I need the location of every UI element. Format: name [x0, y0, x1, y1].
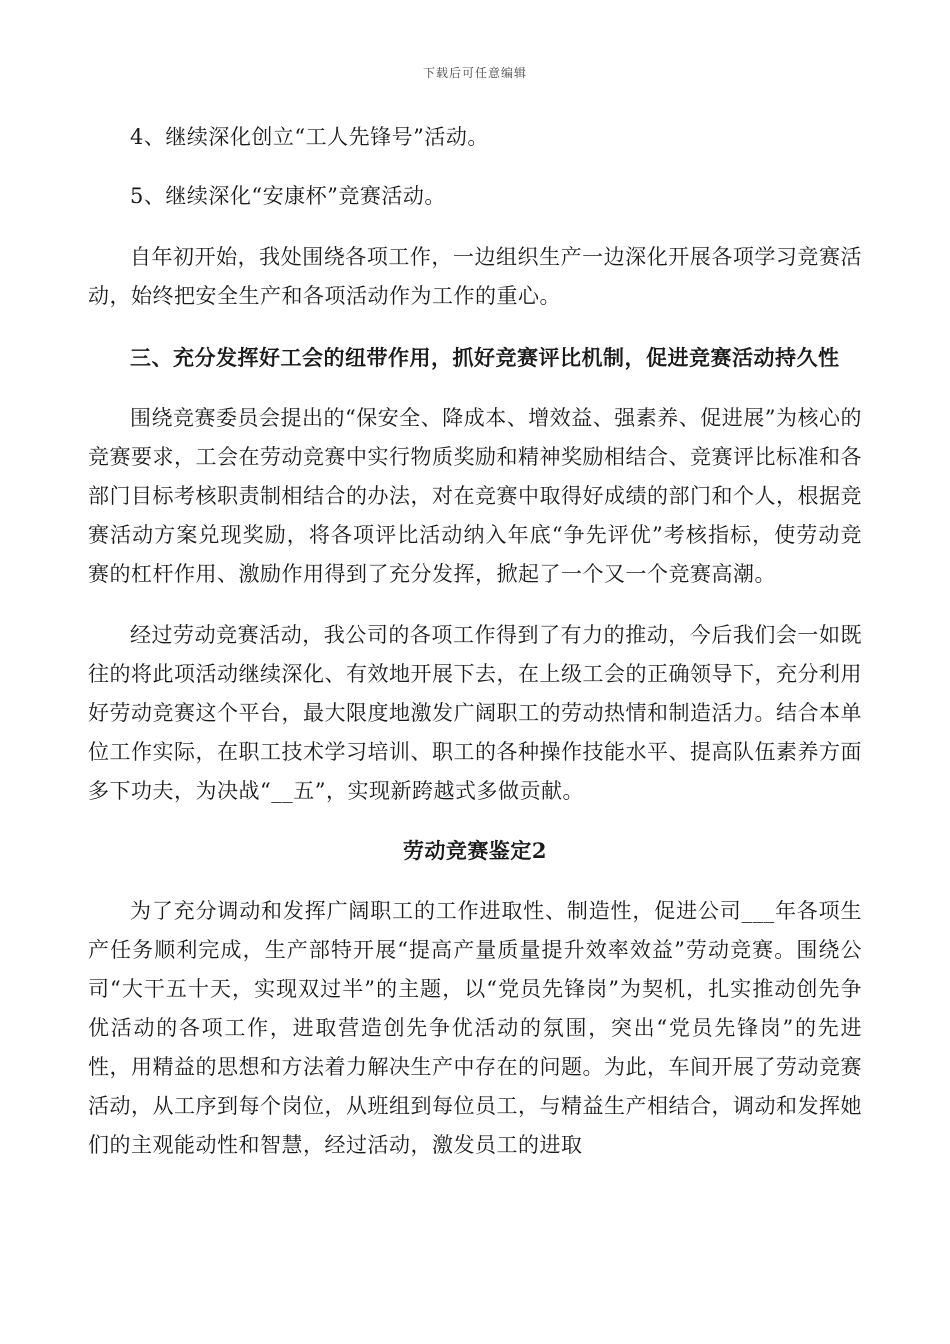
section-heading-3: 三、充分发挥好工会的纽带作用，抓好竞赛评比机制，促进竞赛活动持久性	[130, 345, 840, 370]
document-body	[88, 118, 862, 1165]
list-item-5: 5、继续深化“安康杯”竞赛活动。	[130, 184, 446, 208]
list-item-4: 4、继续深化创立“工人先锋号”活动。	[130, 125, 489, 149]
paragraph-3: 经过劳动竞赛活动，我公司的各项工作得到了有力的推动，今后我们会一如既往的将此项活动继续深化、有效地开展下去，在上级工会的正确领导下，充分利用好劳动竞赛这个平台，最大限度地激发广阔职工的劳动热情和制造活力。结合本单位工作实际，在职工技术学习培训、职工的各种操作技能水平、提高队伍素养方面多下功夫，为决战“__五”，实现新跨越式多做贡献。	[88, 623, 862, 803]
paragraph-4: 为了充分调动和发挥广阔职工的工作进取性、制造性，促进公司___年各项生产任务顺利完成，生产部特开展“提高产量质量提升效率效益”劳动竞赛。围绕公司“大干五十天，实现双过半”的主题，以“党员先锋岗”为契机，扎实推动创先争优活动的各项工作，进取营造创先争优活动的氛围，突出“党员先锋岗”的先进性，用精益的思想和方法着力解决生产中存在的问题。为此，车间开展了劳动竞赛活动，从工序到每个岗位，从班组到每位员工，与精益生产相结合，调动和发挥她们的主观能动性和智慧，经过活动，激发员工的进取	[88, 899, 862, 1157]
paragraph-2: 围绕竞赛委员会提出的“保安全、降成本、增效益、强素养、促进展”为核心的竞赛要求，工会在劳动竞赛中实行物质奖励和精神奖励相结合、竞赛评比标准和各部门目标考核职责制相结合的办法，对在竞赛中取得好成绩的部门和个人，根据竞赛活动方案兑现奖励，将各项评比活动纳入年底“争先评优”考核指标，使劳动竞赛的杠杆作用、激励作用得到了充分发挥，掀起了一个又一个竞赛高潮。	[88, 406, 862, 586]
paragraph-1: 自年初开始，我处围绕各项工作，一边组织生产一边深化开展各项学习竞赛活动，始终把安全生产和各项活动作为工作的重心。	[88, 245, 862, 308]
header-note: 下载后可任意编辑	[422, 66, 527, 80]
section-title: 劳动竞赛鉴定2	[402, 838, 548, 863]
